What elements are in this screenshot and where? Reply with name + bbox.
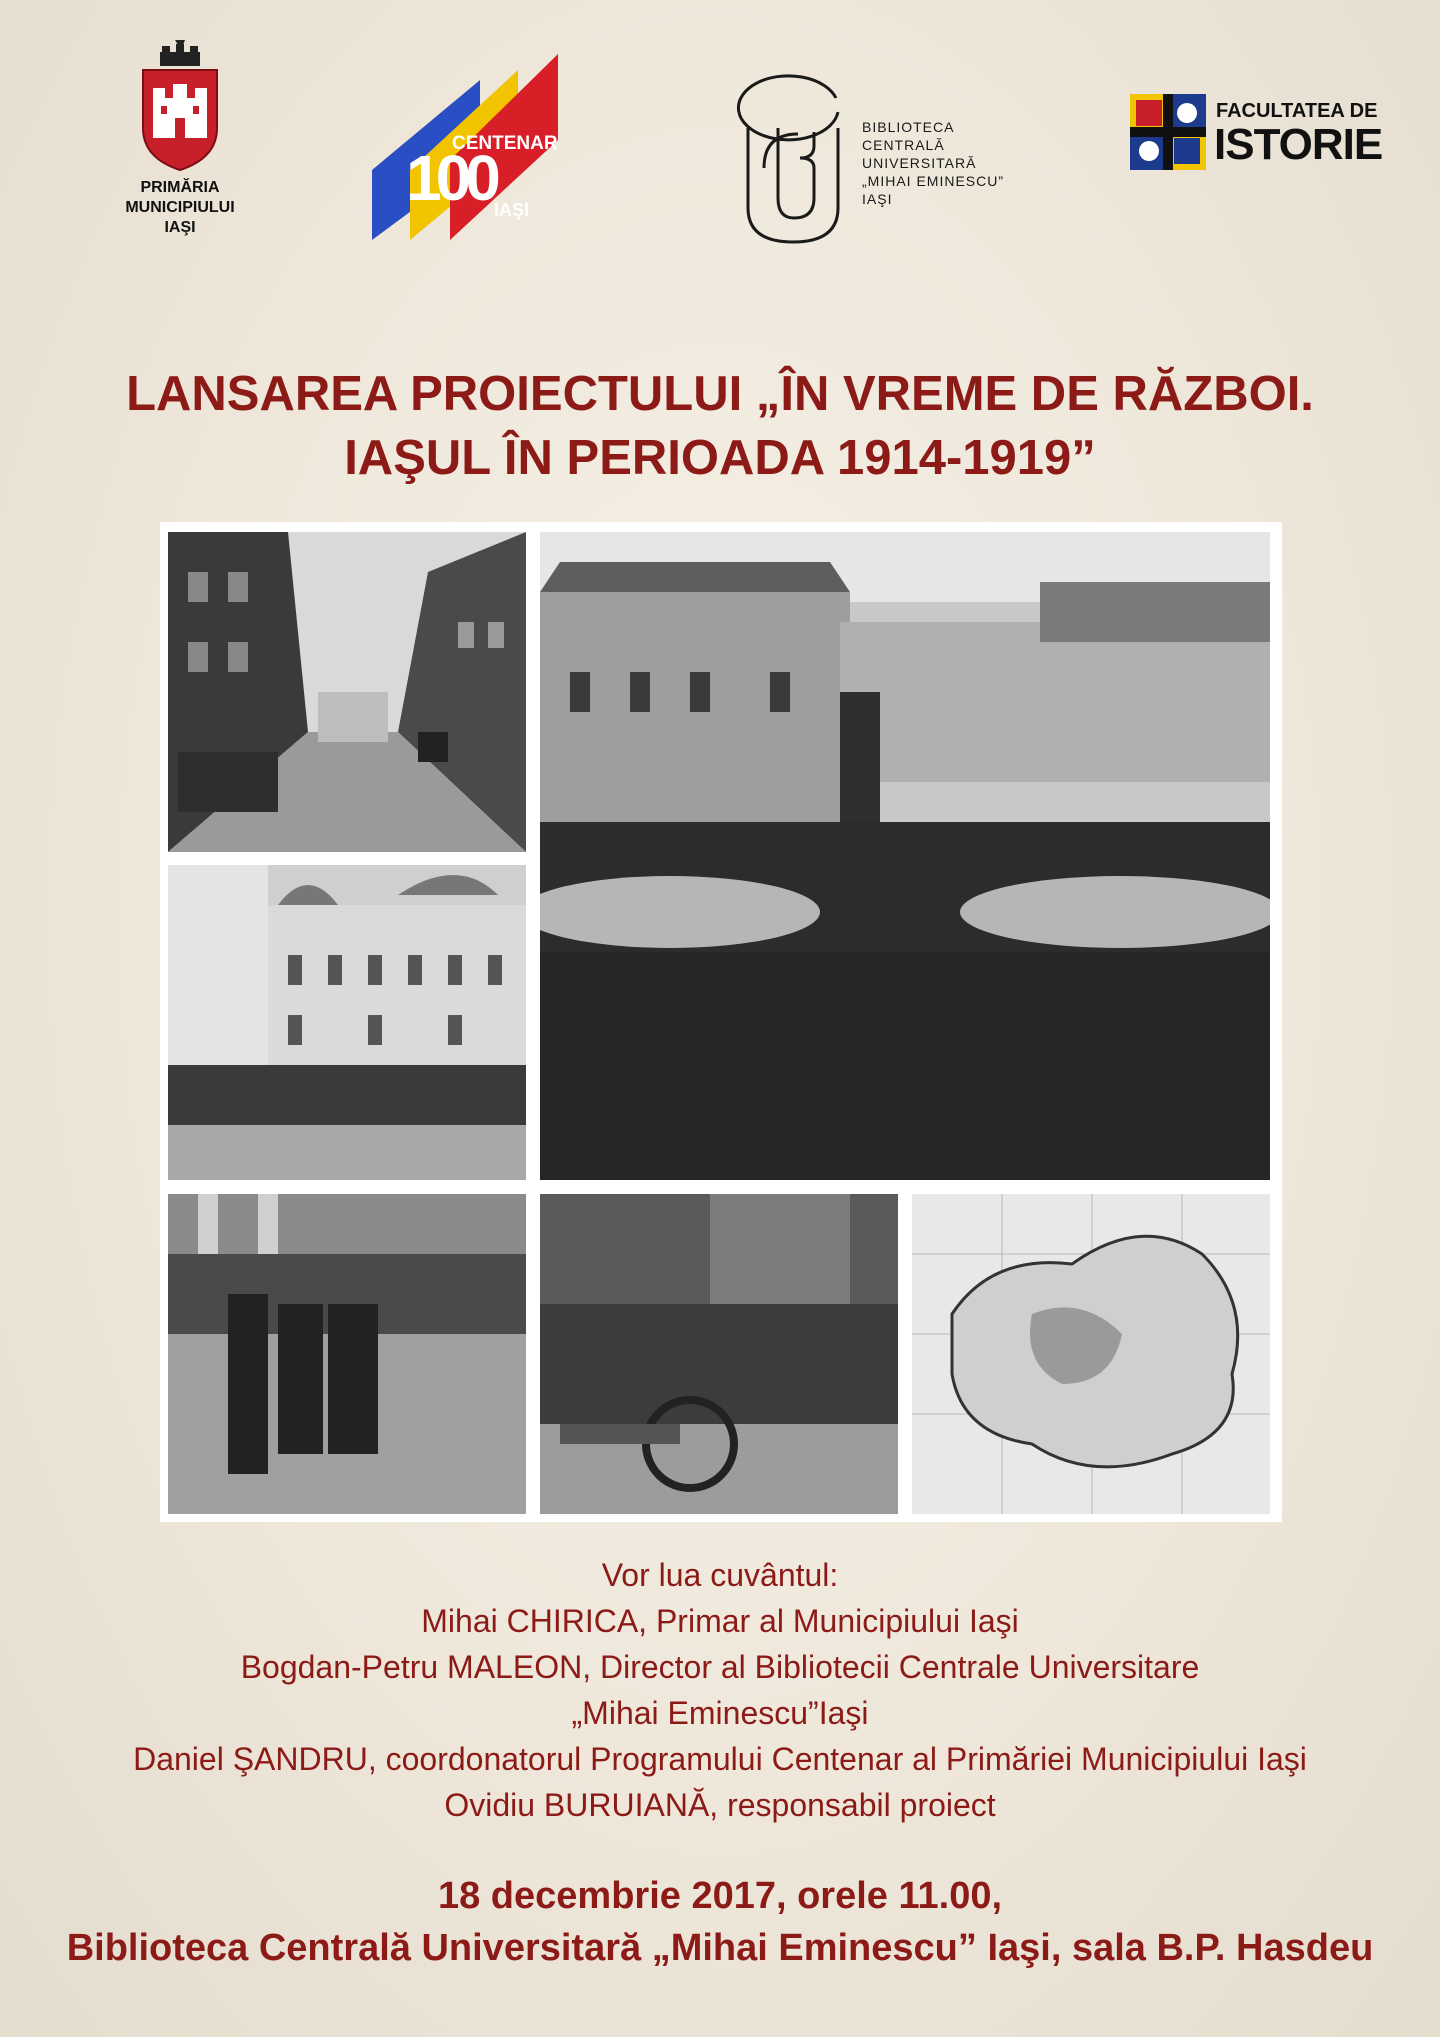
bcu-name: BIBLIOTECA CENTRALĂ UNIVERSITARĂ „MIHAI EMINESCU” IAŞI xyxy=(862,119,1004,207)
primaria-logo xyxy=(110,36,250,238)
primaria-caption-3: IAŞI xyxy=(164,219,196,236)
speaker-line: „Mihai Eminescu”Iaşi xyxy=(571,1695,869,1731)
event-date: 18 decembrie 2017, orele 11.00, xyxy=(437,1875,1003,1917)
speakers-intro: Vor lua cuvântul: xyxy=(601,1557,839,1593)
city-crest-icon xyxy=(135,36,225,172)
faculty-emblem-icon xyxy=(1130,94,1206,170)
primaria-caption-1: PRIMĂRIA xyxy=(140,179,220,196)
centenar-city: IAŞI xyxy=(494,200,530,220)
officers-photo xyxy=(168,1194,526,1514)
page-title xyxy=(80,362,1360,490)
cavalry-photo xyxy=(168,865,526,1180)
title-line-1: LANSAREA PROIECTULUI „ÎN VREME DE RĂZBOI. xyxy=(126,367,1314,421)
svg-text:100: 100 xyxy=(406,142,495,214)
bcu-logo xyxy=(728,58,1028,258)
street-photo xyxy=(168,532,526,852)
primaria-caption-2: MUNICIPIULUI xyxy=(125,199,235,216)
map-photo xyxy=(912,1194,1270,1514)
crowd-photo xyxy=(540,532,1270,1180)
event-info xyxy=(0,1870,1440,1974)
speaker-line: Mihai CHIRICA, Primar al Municipiului Iaşi xyxy=(421,1603,1019,1639)
photo-collage xyxy=(160,522,1282,1522)
refugees-photo xyxy=(540,1194,898,1514)
title-line-2: IAŞUL ÎN PERIOADA 1914-1919” xyxy=(344,431,1096,485)
speaker-line: Daniel ŞANDRU, coordonatorul Programului Centenar al Primăriei Municipiului Iaşi xyxy=(133,1741,1307,1777)
istorie-label-bottom: ISTORIE xyxy=(1214,120,1383,169)
speaker-line: Bogdan-Petru MALEON, Director al Bibliotecii Centrale Universitare xyxy=(240,1649,1200,1685)
speaker-line: Ovidiu BURUIANĂ, responsabil proiect xyxy=(444,1787,996,1823)
centenar-label: CENTENAR xyxy=(452,133,558,154)
speakers-section xyxy=(0,1552,1440,1828)
istorie-logo xyxy=(1130,94,1383,174)
istorie-label-top: FACULTATEA DE xyxy=(1216,100,1378,122)
bcu-monogram-icon xyxy=(728,58,858,258)
centenar-logo xyxy=(370,50,570,240)
event-venue: Biblioteca Centrală Universitară „Mihai Eminescu” Iaşi, sala B.P. Hasdeu xyxy=(66,1927,1374,1969)
